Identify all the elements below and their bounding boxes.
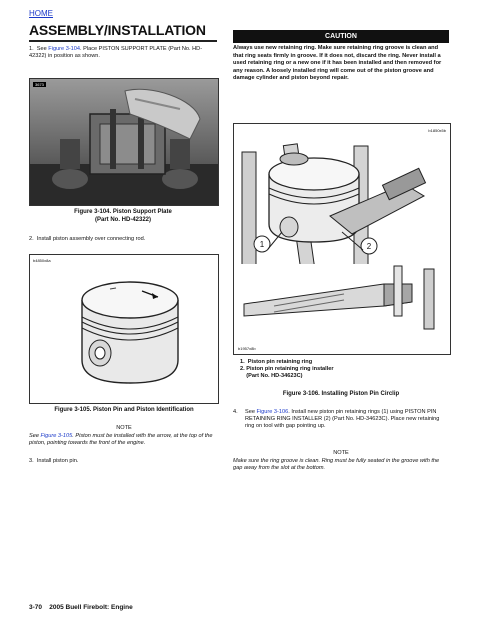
note-right: Make sure the ring groove is clean. Ring must be fully seated in the groove with the gap away from the slot at the bottom. (233, 458, 440, 472)
step-3 (29, 458, 219, 465)
figure-3-104-photo (29, 78, 219, 206)
figure-3-104-caption (29, 209, 217, 224)
step-2-num: 2. (29, 236, 34, 242)
legend-item-1-text: Piston pin retaining ring (247, 359, 313, 365)
figure-3-106-inset-tag: b1957x8b (238, 346, 256, 351)
caution-banner: CAUTION (233, 30, 449, 43)
figure-3-106-drawing (233, 123, 451, 355)
step-3-num: 3. (29, 458, 34, 464)
footer-title: 2005 Buell Firebolt: Engine (49, 604, 133, 611)
page-footer (29, 604, 133, 611)
legend-item-2-text: Piston pin retaining ring installer (Part No. HD-34623C) (246, 366, 334, 380)
figure-3-105-caption: Figure 3-105. Piston Pin and Piston Identification (54, 407, 194, 413)
step-3-text: Install piston pin. (36, 458, 79, 464)
figure-3-105-tag: b4850x8a (33, 258, 51, 263)
figure-3-104-caption-line-2: (Part No. HD-42322) (94, 216, 151, 223)
callout-2: 2 (366, 242, 372, 251)
installing-piston-pin-circlip-drawing (234, 124, 450, 354)
step-1 (29, 46, 219, 60)
figure-3-105-link[interactable]: Figure 3-105 (40, 433, 73, 439)
legend-item-2-num: 2. (240, 366, 245, 373)
step-2-text: Install piston assembly over connecting rod. (36, 236, 146, 242)
step-4-num: 4. (233, 409, 238, 415)
figure-3-105-drawing (29, 254, 219, 404)
legend-item-1-num: 1. (240, 359, 245, 365)
note-left-pre: See (29, 433, 41, 439)
step-4 (233, 409, 449, 431)
figure-3-106-tag: b1850x5b (428, 128, 446, 133)
step-1-pre: See (36, 46, 49, 52)
page-number: 3-70 (29, 604, 43, 611)
figure-3-104-caption-line-1: Figure 3-104. Piston Support Plate (74, 209, 172, 215)
title-rule (29, 40, 217, 42)
note-left-text: . Piston must be installed with the arrow, at the top of the piston, pointing towards the front of the engine. (29, 433, 213, 447)
figure-3-106-caption: Figure 3-106. Installing Piston Pin Circlip (282, 391, 400, 397)
step-4-pre: See (245, 409, 257, 415)
figure-3-104-link[interactable]: Figure 3-104 (48, 46, 81, 52)
step-1-num: 1. (29, 46, 34, 52)
step-4-body (245, 409, 449, 431)
legend-item-1 (240, 359, 440, 366)
figure-3-104-tag: 3673 (35, 82, 44, 87)
section-title: ASSEMBLY/INSTALLATION (29, 22, 206, 38)
piston-support-plate-photo (30, 79, 218, 205)
figure-3-106-link[interactable]: Figure 3-106 (256, 409, 289, 415)
piston-identification-drawing (30, 255, 218, 403)
caution-text: Always use new retaining ring. Make sure retaining ring groove is clean and that ring seats firmly in groove. If it does not, discard the ring. Never install a used retaining ring or a new one if it has been installed and then removed for any reason. A loosely installed ring will come out of the piston groove and damage cylinder and piston beyond repair. (233, 45, 442, 81)
step-4-text: . Install new piston pin retaining rings (1) using PISTON PIN RETAINING RING INSTALLER (2) (Part No. HD-34623C). Place new retaining ring on tool with gap pointing up. (245, 409, 440, 430)
figure-3-106-legend (240, 359, 440, 381)
home-link[interactable]: HOME (29, 9, 53, 18)
legend-item-2 (240, 366, 440, 380)
note-heading-left: NOTE (116, 425, 132, 431)
note-heading-right: NOTE (333, 450, 349, 456)
step-2 (29, 236, 219, 243)
note-left (29, 433, 219, 447)
callout-1: 1 (259, 240, 265, 249)
step-1-text: . Place PISTON SUPPORT PLATE (Part No. HD-42322) in position as shown. (29, 46, 203, 60)
